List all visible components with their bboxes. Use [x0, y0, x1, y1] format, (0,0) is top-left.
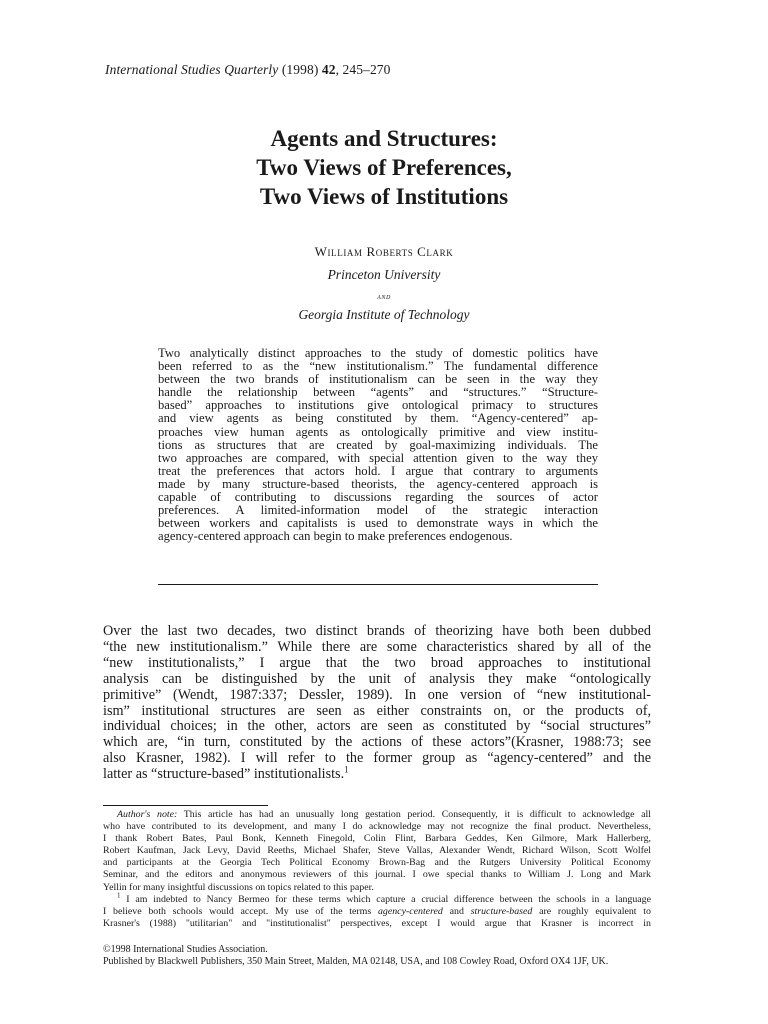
affiliation-conjunction: and [377, 291, 391, 301]
abstract-line: been referred to as the “new institutionalism.” The fundamental difference [158, 359, 598, 374]
footnote-ref-1[interactable]: 1 [344, 764, 349, 775]
abstract-line: between the two brands of institutionalism can be seen in the way they [158, 372, 598, 387]
abstract-line: Two analytically distinct approaches to the study of domestic politics have [158, 346, 598, 360]
authors-note-line: I thank Robert Bates, Paul Bonk, Kenneth Finegold, Colin Flint, Barbara Geddes, Ken Gilmore, Mark Hallerberg, [103, 833, 651, 845]
authors-note-line: who have contributed to its development, and many I do acknowledge may not recognize the final product. Nevertheless, [103, 821, 651, 833]
title-line: Two Views of Institutions [259, 184, 509, 209]
body-line: which are, “in turn, constituted by the actions of these actors”(Krasner, 1988:73; see [103, 734, 651, 751]
footnote-1-line: Krasner's (1988) "utilitarian" and "institutionalist" perspectives, except I would argue that Krasner is incorrect in [103, 917, 651, 929]
body-line: also Krasner, 1982). I will refer to the former group as “agency-centered” and the [103, 750, 651, 767]
abstract-divider [158, 584, 598, 585]
body-line: “new institutionalists,” I argue that the two broad approaches to institutional [103, 654, 651, 671]
title-line: Two Views of Preferences, [256, 155, 512, 180]
abstract-line: preferences. A limited-information model of the strategic interaction [158, 503, 598, 518]
article-title [0, 124, 768, 211]
abstract-line: treat the preferences that actors hold. I argue that contrary to arguments [158, 463, 598, 478]
affiliation-georgia-tech: Georgia Institute of Technology [298, 307, 470, 322]
body-line: individual choices; in the other, actors are seen as constituted by “social structures” [103, 718, 651, 735]
footnotes [103, 809, 651, 930]
abstract-line: capable of contributing to discussions regarding the sources of actor [158, 490, 598, 505]
abstract-line: tions as structures that are created by goal-maximizing individuals. The [158, 437, 598, 452]
abstract-line: proaches view human agents as ontologically primitive and view institu- [158, 424, 598, 439]
journal-volume: 42 [321, 62, 336, 77]
abstract-line: and view agents as being constituted by them. “Agency-centered” ap- [158, 411, 598, 426]
body-line: primitive” (Wendt, 1987:337; Dessler, 1989). In one version of “new institutional- [103, 686, 651, 703]
copyright-notice: ©1998 International Studies Association. [103, 944, 268, 955]
body-line: ism” institutional structures are seen as either constraints on, or the products of, [103, 702, 651, 719]
authors-note-line: and participants at the Georgia Tech Political Economy Brown-Bag and the Rutgers University Political Economy [103, 857, 651, 869]
body-line-last [103, 764, 651, 783]
authors-note-text: This article has had an unusually long gestation period. Consequently, it is difficult to acknowledge all [177, 809, 651, 820]
footnote-1-line [103, 906, 651, 918]
body-line: “the new institutionalism.” While there are some characteristics shared by all of the [103, 638, 651, 655]
footnote-1-text: are roughly equivalent to [532, 905, 651, 917]
title-line: Agents and Structures: [270, 126, 498, 151]
journal-year: (1998) [278, 62, 322, 77]
authors-note-label: Author's note: [117, 809, 178, 820]
abstract-line: agency-centered approach can begin to make preferences endogenous. [158, 529, 513, 544]
body-text [103, 624, 651, 783]
abstract-line: between workers and capitalists is used to demonstrate ways in which the [158, 516, 598, 531]
abstract-line: made by many structure-based theorists, the agency-centered approach is [158, 476, 598, 491]
authors-note-line: Seminar, and the editors and anonymous reviewers of this journal. I owe special thanks to William J. Long and Mark [103, 869, 651, 881]
body-line: analysis can be distinguished by the unit of analysis they make “ontologically [103, 670, 651, 687]
affiliation-princeton: Princeton University [327, 267, 441, 282]
abstract-line: handle the relationship between “agents” and “structures.” “Structure- [158, 385, 598, 400]
body-line: Over the last two decades, two distinct brands of theorizing have both been dubbed [103, 623, 651, 639]
journal-pages: , 245–270 [335, 62, 391, 77]
footnote-1-text: I am indebted to Nancy Bermeo for these terms which capture a crucial difference between the schools in a language [120, 893, 651, 905]
journal-name: International Studies Quarterly [105, 62, 279, 77]
abstract-line: based” approaches to institutions give ontological primacy to structures [158, 398, 598, 413]
authors-note-line: Robert Kaufman, Jack Levy, David Reeths, Michael Shafer, Steve Vallas, Alexander Wendt, Richard Wilson, Scott Wolfel [103, 845, 651, 857]
journal-citation [105, 62, 391, 78]
footnote-term-structure-based: structure-based [470, 905, 533, 917]
publisher-notice: Published by Blackwell Publishers, 350 Main Street, Malden, MA 02148, USA, and 108 Cowley Road, Oxford OX4 1JF, UK. [103, 956, 609, 967]
abstract-line: two approaches are compared, with special attention given to the way they [158, 450, 598, 465]
author-name: William Roberts Clark [314, 244, 454, 259]
footnote-1-line [103, 891, 651, 906]
footnote-divider [103, 805, 268, 806]
body-line: latter as “structure-based” institutionalists. [103, 766, 345, 783]
footnote-1-marker: 1 [117, 891, 121, 900]
authors-note-line [103, 809, 651, 821]
authors-note-line: Yellin for many insightful discussions on topics related to this paper. [103, 881, 374, 893]
abstract [158, 347, 598, 543]
footnote-1-text: I believe both schools would accept. My use of the terms [103, 905, 378, 917]
footnote-term-agency-centered: agency-centered [377, 905, 443, 917]
footnote-1-text: and [442, 905, 471, 917]
